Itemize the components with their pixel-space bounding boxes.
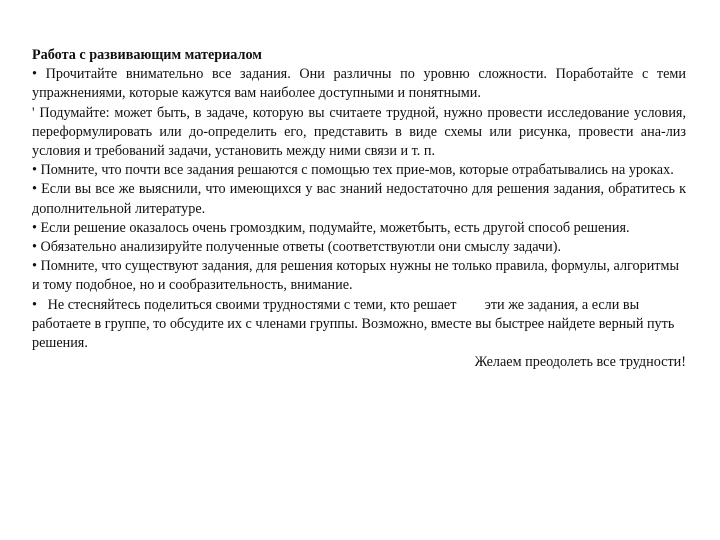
paragraph-analyze-answers: • Обязательно анализируйте полученные ответы (соответствуютли они смыслу задачи). bbox=[32, 239, 562, 256]
paragraph-share-difficulties: • Не стесняйтесь поделиться своими трудностями с теми, кто решает эти же задания, а если вы работаете в группе, то обсудите их с членами группы. Возможно, вместе вы быстрее найдете верный путь решения. bbox=[32, 296, 678, 352]
paragraph-read-carefully: • Прочитайте внимательно все задания. Они различны по уровню сложности. Поработайте с теми упражнениями, которые кажутся вам наиболее доступными и понятными. bbox=[32, 66, 686, 102]
document-body bbox=[32, 46, 686, 372]
paragraph-ingenuity: • Помните, что существуют задания, для решения которых нужны не только правила, формулы, алгоритмы и тому подобное, но и сообразительность, внимание. bbox=[32, 258, 679, 294]
closing-line: Желаем преодолеть все трудности! bbox=[474, 354, 686, 371]
paragraph-think: ' Подумайте: может быть, в задаче, которую вы считаете трудной, нужно провести исследование условия, переформулировать или до-определить его, представить в виде схемы или рисунка, провести ана-лиз условия и требований задачи, установить между ними связи и т. п. bbox=[32, 104, 686, 160]
paragraph-additional-literature: • Если вы все же выяснили, что имеющихся у вас знаний недостаточно для решения задания, обратитесь к дополнительной литературе. bbox=[32, 181, 686, 217]
paragraph-remember-techniques: • Помните, что почти все задания решаются с помощью тех прие-мов, которые отрабатывались на уроках. bbox=[32, 162, 674, 179]
paragraph-cumbersome-solution: • Если решение оказалось очень громоздким, подумайте, можетбыть, есть другой способ решения. bbox=[32, 219, 630, 236]
document-title: Работа с развивающим материалом bbox=[32, 47, 262, 63]
